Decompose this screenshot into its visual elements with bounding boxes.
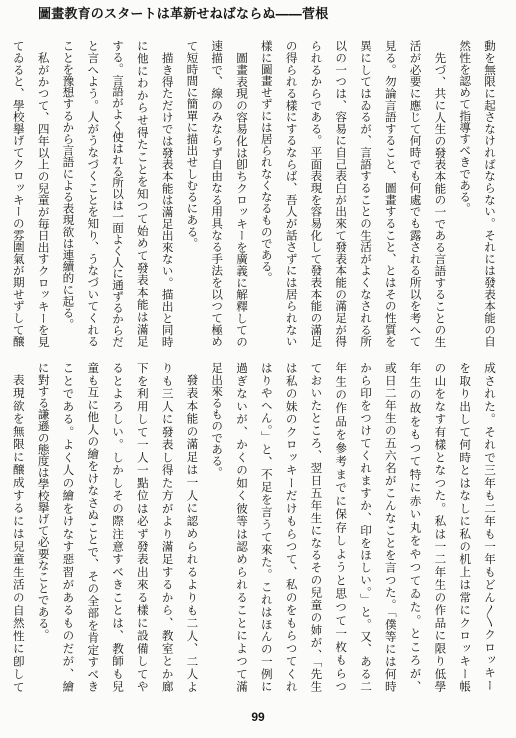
- text-column: ことを豫想するから言語による表現欲は連續的に起る。: [61, 40, 76, 330]
- text-column: 成された。それで三年も二年も一年もどん〳〵クロッキー: [483, 362, 497, 692]
- text-column: て短時間に簡單に描出せしむるにある。: [185, 40, 200, 249]
- lower-text-block: [6, 362, 502, 692]
- text-column: られるからである。平面表現を容易化して發表本能の滿足: [309, 40, 324, 347]
- text-column: ことである。よく人の繪をけなす惡習があるものだが、繪: [61, 362, 76, 692]
- text-column: 見る。勿論言語すること、圖畫すること、とはその性質を: [383, 40, 398, 347]
- text-column: に他にわからせ得たことを知つて始めて發表本能は滿足: [135, 40, 150, 347]
- text-column: 發表本能の滿足は一人に認められるよりも二人、二人よ: [185, 373, 200, 692]
- upper-text-block: [6, 40, 502, 347]
- text-column: 以の一つは、容易に自己表白が出來て發表本能の滿足が得: [334, 40, 349, 347]
- text-column: の山をなす有樣となつた。私は一二年生の作品に限り低學: [433, 362, 448, 692]
- text-column: 年生の故をもつて特に赤い丸をやつてゐた。ところが、: [408, 362, 423, 692]
- page-number: 99: [251, 710, 265, 724]
- text-column: るとよろしい。しかしその際注意すべきことは、教師も兒: [111, 362, 126, 692]
- text-column: てゐると、學校擧げてクロッキーの雰圍氣が期せずして醸: [11, 40, 26, 347]
- text-column: は私の妹のクロッキーだけもらつて、私のをもらつてくれ: [284, 362, 299, 692]
- running-header: 圖畫教育のスタートは革新せねばならぬ――菅根: [38, 7, 329, 22]
- text-column: 私がかつて、四年以上の兒童が毎日出すクロッキーを見: [36, 51, 51, 347]
- text-column: 樣に圖畫せずには居られなくなるものである。: [259, 40, 274, 284]
- text-column: する。言語がよく使はれる所以は一面よく人に通ずるからだ: [111, 40, 126, 347]
- text-column: 童も互に他人の繪をけなさぬことで、その全部を肯定すべき: [86, 362, 101, 692]
- text-column: 描き得ただけでは發表本能は滿足出來ない。描出と同時: [160, 51, 175, 347]
- text-column: と言へよう。人がうなづくことを知り、うなづいてくれる: [86, 40, 101, 347]
- text-column: 圖畫表現の容易化は卽ちクロッキーを廣義に解釋しての: [235, 51, 250, 347]
- text-column: に對する謙遜の態度は學校擧げて必要なことである。: [36, 362, 51, 641]
- text-column: ておいたところ、翌日五年生になるその兒童の姉が、「先生: [309, 362, 324, 692]
- text-column: の得られる樣にするならば、吾人が話さずには居られない: [284, 40, 299, 347]
- text-column: 活が必要に應じて何時でも何處でも露される所以を考へて: [408, 40, 423, 347]
- text-column: 動を無限に起さなければならない。それには發表本能の自: [483, 40, 497, 347]
- text-column: 下を利用して一人一點位は必ず發表出來る樣に設備してや: [135, 362, 150, 692]
- text-column: 年生の作品を參考までに保存しようと思つて一枚もらつ: [334, 362, 349, 692]
- text-column: 先づ、共に人生の發表本能の一である言語することの生: [433, 51, 448, 347]
- text-column: を取り出して何時とはなしに私の机上は常にクロッキー帳: [458, 362, 473, 692]
- text-column: 足出來るものである。: [210, 362, 225, 478]
- text-column: 速描で、線のみならず自由なる用具なる手法を以つて極め: [210, 40, 225, 347]
- text-column: りも三人に發表し得た方がより滿足するから、教室とか廊: [160, 362, 175, 692]
- text-column: から印をつけてくれますか、印をほしい。」と。又、ある二: [359, 362, 374, 692]
- text-column: はりやへん。」と、不足を言うて來た。これはほんの一例に: [259, 362, 274, 692]
- text-column: 或日二年生の五六名がこんなことを言つた。「僕等には何時: [383, 362, 398, 692]
- text-column: 過ぎないが、かくの如く彼等は認められることによつて滿: [235, 362, 250, 692]
- text-column: 表現欲を無限に醸成するには兒童生活の自然性に卽して: [11, 373, 26, 692]
- text-column: 然性を認めて指導すべきである。: [458, 40, 473, 214]
- text-column: 異にしてはゐるが、言語することの生活がよくなされる所: [359, 40, 374, 347]
